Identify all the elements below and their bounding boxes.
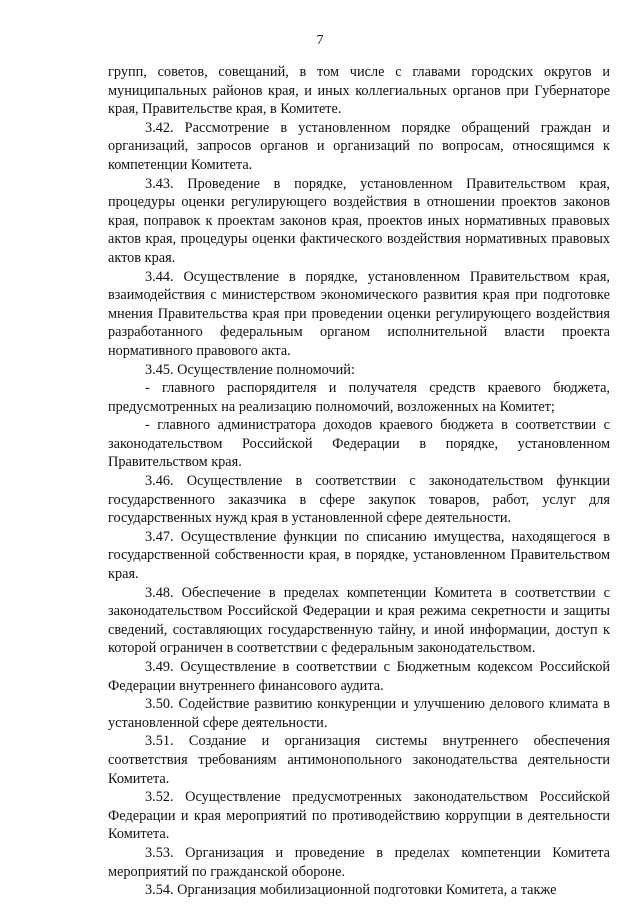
- paragraph-3-45: 3.45. Осуществление полномочий:: [145, 361, 355, 378]
- paragraph-continuation: групп, советов, совещаний, в том числе с главами городских округов и муниципальных районов края, и иных коллегиальных органов при Губернаторе края, Правительстве края, в Комитете.: [108, 64, 610, 118]
- paragraph-3-46: 3.46. Осуществление в соответствии с законодательством функции государственного заказчика в сфере закупок товаров, работ, услуг для государственных нужд края в установленной сфере деятельности.: [108, 473, 610, 527]
- paragraph-3-48: 3.48. Обеспечение в пределах компетенции Комитета в соответствии с законодательством Российской Федерации и края режима секретности и защиты сведений, составляющих государственную тайну, и иной информации, доступ к которой ограничен в соответствии с федеральным законодательством.: [108, 584, 610, 657]
- list-item-budget-manager: - главного распорядителя и получателя средств краевого бюджета, предусмотренных на реализацию полномочий, возложенных на Комитет;: [108, 380, 610, 415]
- paragraph-3-53: 3.53. Организация и проведение в пределах компетенции Комитета мероприятий по гражданской обороне.: [108, 844, 610, 880]
- list-item-revenue-administrator: - главного администратора доходов краевого бюджета в соответствии с законодательством Российской Федерации в порядке, установленном Правительством края.: [108, 417, 610, 471]
- paragraph-3-49: 3.49. Осуществление в соответствии с Бюджетным кодексом Российской Федерации внутреннего финансового аудита.: [108, 659, 610, 694]
- paragraph-3-54: 3.54. Организация мобилизационной подготовки Комитета, а также: [145, 882, 557, 899]
- paragraph-3-44: 3.44. Осуществление в порядке, установленном Правительством края, взаимодействия с министерством экономического развития края при подготовке мнения Правительства края при проведении оценки регулирующего воздействия разработанного федеральным органом исполнительной власти проекта нормативного правового акта.: [108, 268, 610, 359]
- paragraph-3-50: 3.50. Содействие развитию конкуренции и улучшению делового климата в установленной сфере деятельности.: [108, 696, 610, 731]
- paragraph-3-43: 3.43. Проведение в порядке, установленном Правительством края, процедуры оценки регулирующего воздействия в отношении проектов законов края, поправок к проектам законов края, проектов иных нормативных правовых актов края, процедуры оценки фактического воздействия нормативных правовых актов края.: [108, 175, 610, 266]
- page-number: 7: [316, 33, 324, 48]
- paragraph-3-42: 3.42. Рассмотрение в установленном порядке обращений граждан и организаций, запросов органов и организаций по вопросам, относящимся к компетенции Комитета.: [108, 119, 610, 173]
- paragraph-3-47: 3.47. Осуществление функции по списанию имущества, находящегося в государственной собственности края, в порядке, установленном Правительством края.: [108, 528, 610, 583]
- document-body: [108, 63, 610, 900]
- paragraph-3-51: 3.51. Создание и организация системы внутреннего обеспечения соответствия требованиям антимонопольного законодательства деятельности Комитета.: [108, 733, 610, 787]
- paragraph-3-52: 3.52. Осуществление предусмотренных законодательством Российской Федерации и края мероприятий по противодействию коррупции в деятельности Комитета.: [108, 789, 610, 843]
